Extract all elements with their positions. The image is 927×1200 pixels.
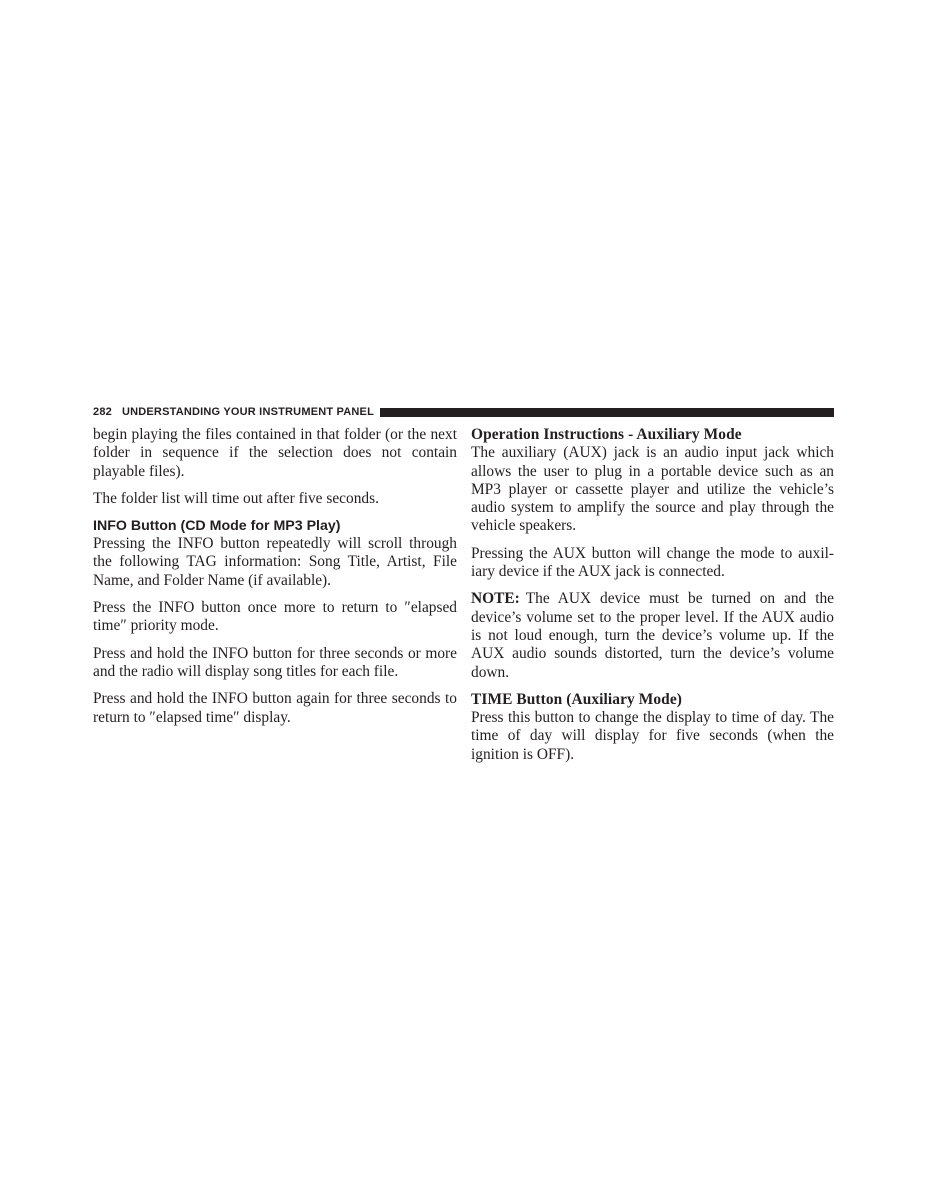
heading-info-button: INFO Button (CD Mode for MP3 Play)	[93, 518, 341, 535]
section-title: UNDERSTANDING YOUR INSTRUMENT PANEL	[121, 406, 375, 418]
heading-time-button: TIME Button (Auxiliary Mode)	[471, 690, 683, 708]
heading-aux-mode: Operation Instructions - Auxiliary Mode	[471, 426, 742, 443]
paragraph-info-return: Press the INFO button once more to return to ″elapsed time″ priority mode.	[93, 599, 457, 635]
paragraph-aux-button: Pressing the AUX button will change the mode to auxil-iary device if the AUX jack is connected.	[471, 544, 834, 581]
paragraph-time-display: Press this button to change the display to time of day. The time of day will display for five seconds (when the ignition is OFF).	[471, 709, 834, 763]
paragraph-info-hold: Press and hold the INFO button for three seconds or more and the radio will display song titles for each file.	[93, 644, 457, 680]
note-text: The AUX device must be turned on and the device’s volume set to the proper level. If the AUX audio is not loud enough, turn the device’s volume up. If the AUX audio sounds distorted, turn the device’s volume down.	[471, 590, 834, 681]
page-header	[93, 404, 834, 420]
note-paragraph	[471, 590, 834, 681]
paragraph-info-hold-again: Press and hold the INFO button again for three seconds to return to ″elapsed time″ display.	[93, 690, 457, 726]
page-number: 282	[93, 406, 112, 418]
left-column	[93, 426, 457, 736]
paragraph-folder-continued: begin playing the files contained in that folder (or the next folder in sequence if the selection does not contain playable files).	[93, 426, 457, 480]
note-label: NOTE:	[471, 590, 520, 608]
header-rule	[380, 408, 834, 417]
paragraph-aux-jack: The auxiliary (AUX) jack is an audio input jack which allows the user to plug in a portable device such as an MP3 player or cassette player and utilize the vehicle’s audio system to amplify the source and play through the vehicle speakers.	[471, 444, 834, 535]
right-column	[471, 426, 834, 773]
paragraph-info-scroll: Pressing the INFO button repeatedly will scroll through the following TAG information: Song Title, Artist, File Name, and Folder Name (if available).	[93, 535, 457, 589]
paragraph-folder-timeout: The folder list will time out after five seconds.	[93, 489, 379, 507]
